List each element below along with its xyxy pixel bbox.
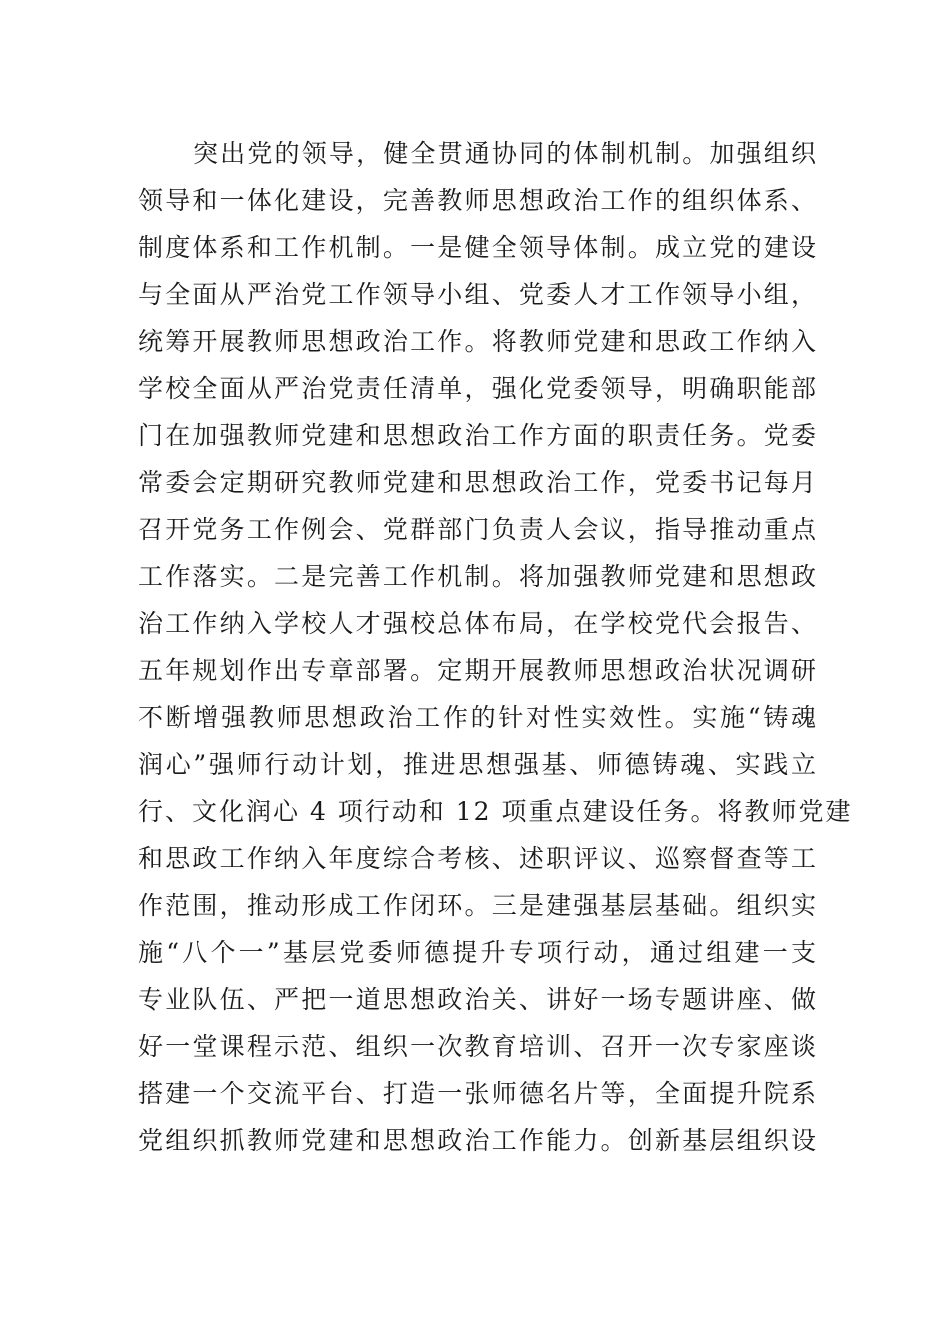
text-line: 工作落实。二是完善工作机制。将加强教师党建和思想政: [138, 562, 818, 591]
text-line: 施“八个一”基层党委师德提升专项行动，通过组建一支: [138, 938, 818, 967]
text-line: 常委会定期研究教师党建和思想政治工作，党委书记每月: [138, 468, 818, 497]
text-line: 润心”强师行动计划，推进思想强基、师德铸魂、实践立: [138, 750, 818, 779]
text-line: 党组织抓教师党建和思想政治工作能力。创新基层组织设: [138, 1126, 818, 1155]
text-line: 学校全面从严治党责任清单，强化党委领导，明确职能部: [138, 374, 818, 403]
text-line: 不断增强教师思想政治工作的针对性实效性。实施“铸魂: [138, 703, 818, 732]
text-line: 与全面从严治党工作领导小组、党委人才工作领导小组，: [138, 280, 818, 309]
text-line: 行、文化润心 4 项行动和 12 项重点建设任务。将教师党建: [138, 797, 853, 826]
text-line: 召开党务工作例会、党群部门负责人会议，指导推动重点: [138, 515, 818, 544]
text-line: 和思政工作纳入年度综合考核、述职评议、巡察督查等工: [138, 844, 818, 873]
text-line: 搭建一个交流平台、打造一张师德名片等，全面提升院系: [138, 1079, 818, 1108]
text-line: 突出党的领导，健全贯通协同的体制机制。加强组织: [193, 139, 818, 168]
text-line: 门在加强教师党建和思想政治工作方面的职责任务。党委: [138, 421, 818, 450]
text-line: 统筹开展教师思想政治工作。将教师党建和思政工作纳入: [138, 327, 818, 356]
text-line: 制度体系和工作机制。一是健全领导体制。成立党的建设: [138, 233, 818, 262]
body-paragraph: [138, 130, 853, 1164]
text-line: 专业队伍、严把一道思想政治关、讲好一场专题讲座、做: [138, 985, 818, 1014]
text-line: 作范围，推动形成工作闭环。三是建强基层基础。组织实: [138, 891, 818, 920]
text-line: 治工作纳入学校人才强校总体布局，在学校党代会报告、: [138, 609, 818, 638]
text-line: 好一堂课程示范、组织一次教育培训、召开一次专家座谈: [138, 1032, 818, 1061]
text-line: 领导和一体化建设，完善教师思想政治工作的组织体系、: [138, 186, 818, 215]
text-line: 五年规划作出专章部署。定期开展教师思想政治状况调研: [138, 656, 818, 685]
